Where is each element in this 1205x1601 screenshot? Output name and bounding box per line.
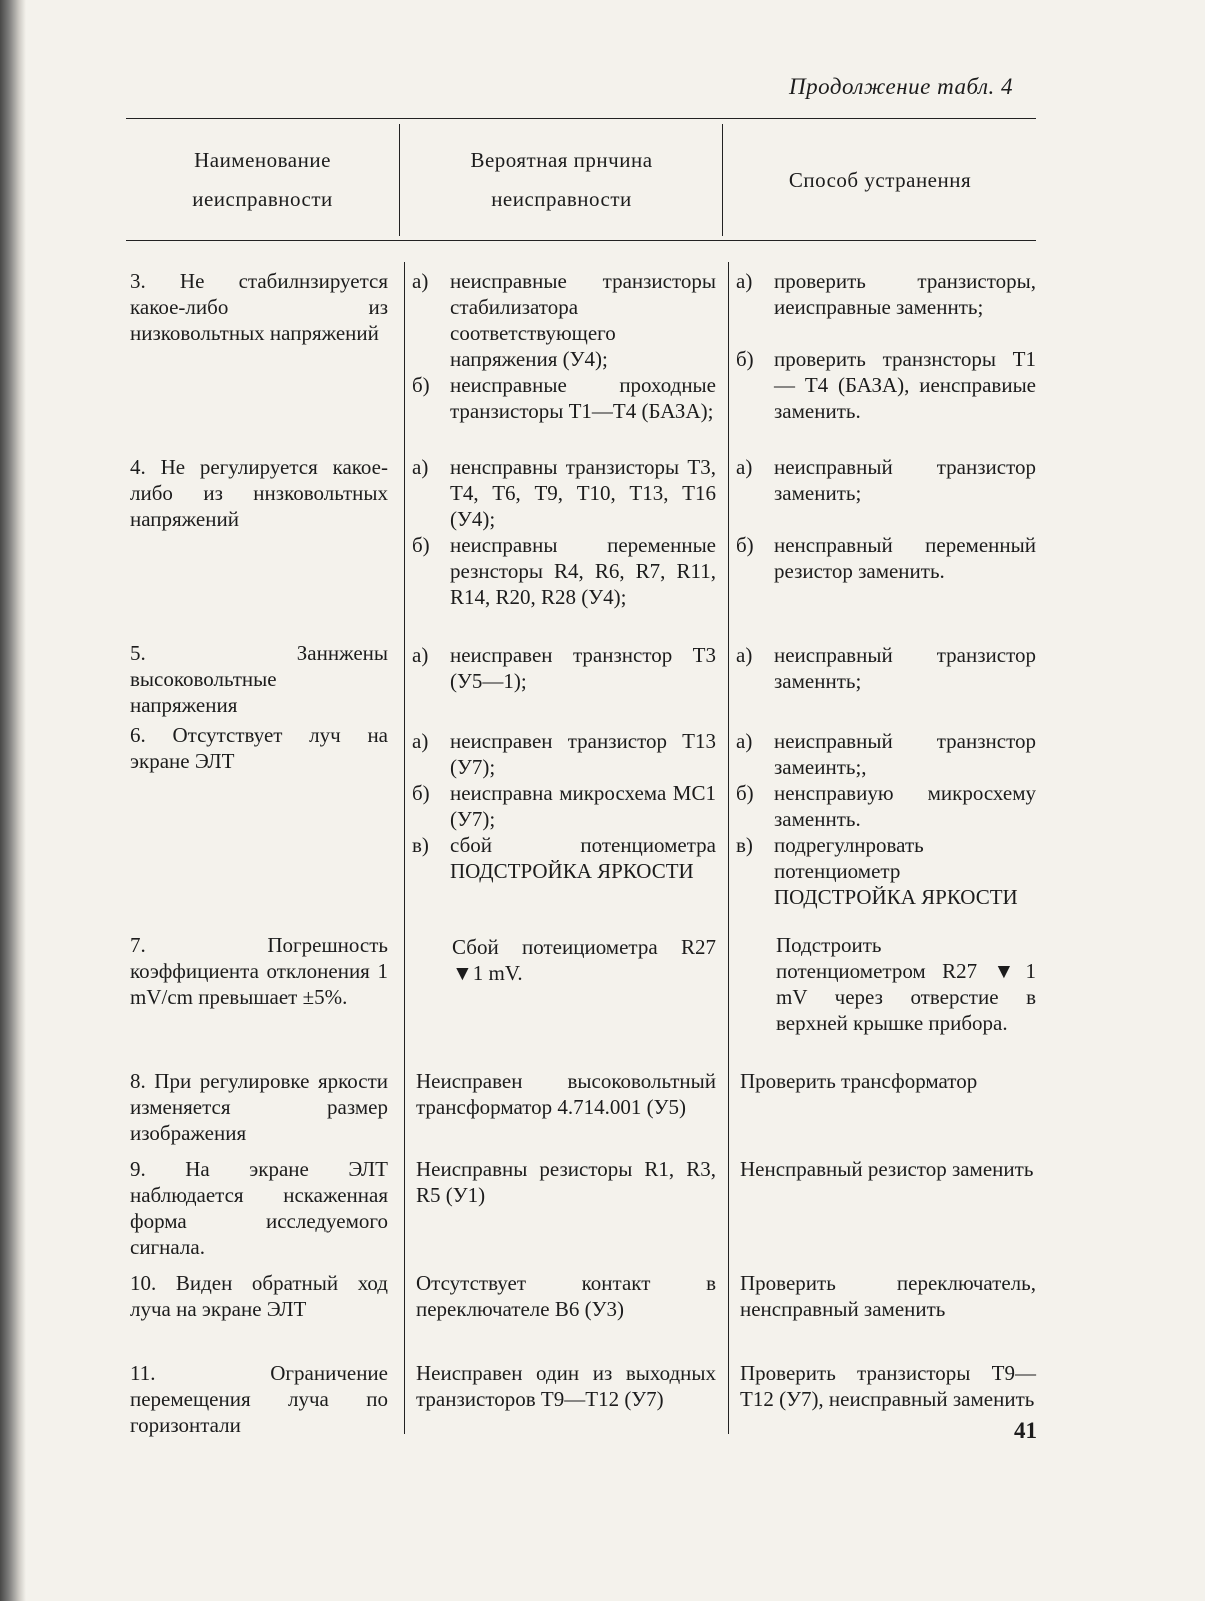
remedy-item: б) ненсправиую микросхему заменнть.: [736, 781, 1036, 831]
book-spine-shadow: [0, 0, 26, 1601]
remedies-3: [736, 268, 1036, 424]
cause-item: б) неисправна микросхема МС1 (У7);: [412, 781, 716, 831]
remedy-9: Ненсправный резистор заменить: [740, 1157, 1034, 1181]
header-bottom-rule: [126, 240, 1036, 241]
table-top-rule: [126, 118, 1036, 119]
causes-4: [412, 454, 716, 610]
header-fault-name: Наименование иеисправности: [192, 148, 333, 211]
fault-name-11: 11. Ограничение перемещения луча по горизонтали: [130, 1361, 388, 1437]
cause-item: б) неисправны переменные резнсторы R4, R6, R7, R11, R14, R20, R28 (У4);: [412, 533, 716, 609]
cause-item: б) неисправные проходные транзисторы Т1—Т4 (БАЗА);: [412, 373, 716, 423]
fault-name-8: 8. При регулировке яркости изменяется размер изображения: [130, 1069, 388, 1145]
cause-9: Неисправны резисторы R1, R3, R5 (У1): [416, 1157, 716, 1207]
remedies-4: [736, 454, 1036, 584]
fault-name-6: 6. Отсутствует луч на экране ЭЛТ: [130, 723, 388, 773]
remedy-item: а) неисправный транзистор заменить;: [736, 455, 1036, 505]
remedies-6: [736, 728, 1036, 910]
remedy-7: Подстроить потенциометром R27 ▼1 mV через отверстие в верхней крышке прибора.: [776, 933, 1036, 1035]
fault-name-7: 7. Погрешность коэффициента отклонения 1 mV/cm превышает ±5%.: [130, 933, 388, 1009]
cause-item: а) ненсправны транзисторы Т3, Т4, Т6, Т9, Т10, Т13, Т16 (У4);: [412, 455, 716, 531]
causes-3: [412, 268, 716, 424]
page-number: 41: [1014, 1418, 1037, 1443]
fault-name-3: 3. Не стабилнзируется какое-либо из низковольтных напряжений: [130, 269, 388, 345]
cause-item: а) неисправен транзистор Т13 (У7);: [412, 729, 716, 779]
remedy-8: Проверить трансформатор: [740, 1069, 978, 1093]
table-caption: Продолжение табл. 4: [789, 74, 1013, 99]
cause-item: а) неисправные транзисторы стабилизатора соответствующего напряжения (У4);: [412, 269, 716, 371]
cause-7: Сбой потеициометра R27 ▼1 mV.: [452, 935, 716, 985]
remedy-item: а) проверить транзисторы, иеисправные заменнть;: [736, 269, 1036, 319]
remedies-5: [736, 642, 1036, 694]
header-probable-cause: Вероятная прнчина неисправности: [470, 148, 653, 211]
cause-10: Отсутствует контакт в переключателе В6 (У3): [416, 1271, 716, 1321]
causes-5: [412, 642, 716, 694]
remedy-10: Проверить переключатель, ненсправный заменить: [740, 1271, 1036, 1321]
fault-name-4: 4. Не регулируется какое-либо из ннзковольтных напряжений: [130, 455, 388, 531]
remedy-item: б) проверить транзнсторы Т1 — Т4 (БАЗА), иенсправиые заменить.: [736, 347, 1036, 423]
remedy-item: а) неисправный транзистор заменнть;: [736, 643, 1036, 693]
cause-item: а) неисправен транзнстор Т3 (У5—1);: [412, 643, 716, 693]
cause-item: в) сбой потенциометра ПОДСТРОЙКА ЯРКОСТИ: [412, 833, 716, 883]
header-divider-2: [722, 124, 723, 236]
header-divider-1: [399, 124, 400, 236]
cause-8: Неисправен высоковольтный трансформатор 4.714.001 (У5): [416, 1069, 716, 1119]
fault-name-9: 9. На экране ЭЛТ наблюдается нскаженная форма исследуемого сигнала.: [130, 1157, 388, 1259]
remedy-item: в) подрегулнровать потенциометр ПОДСТРОЙКА ЯРКОСТИ: [736, 833, 1018, 909]
fault-name-10: 10. Виден обратный ход луча на экране ЭЛТ: [130, 1271, 388, 1321]
remedy-item: б) ненсправный переменный резистор заменить.: [736, 533, 1036, 583]
remedy-11: Проверить транзисторы Т9—Т12 (У7), неисправный заменить: [740, 1361, 1036, 1411]
fault-name-5: 5. Заннжены высоковольтные напряжения: [130, 641, 388, 717]
cause-11: Неисправен один из выходных транзисторов Т9—Т12 (У7): [416, 1361, 716, 1411]
remedy-item: а) неисправный транзнстор замеинть;,: [736, 729, 1036, 779]
header-remedy: Способ устранення: [788, 167, 972, 192]
column-divider-1: [404, 262, 405, 1434]
causes-6: [412, 728, 716, 884]
column-divider-2: [728, 262, 729, 1434]
